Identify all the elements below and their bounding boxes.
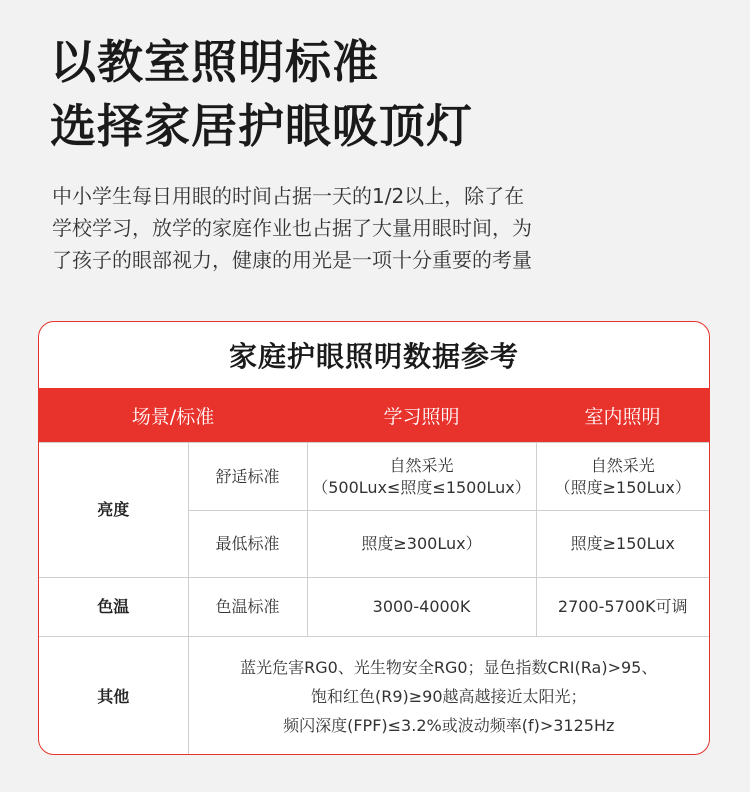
table-row: [39, 578, 709, 637]
headline-line-1: 以教室照明标准: [50, 35, 379, 89]
row-label-brightness: 亮度: [39, 443, 188, 578]
header-indoor: 室内照明: [536, 388, 709, 443]
headline: [50, 30, 473, 158]
color-temp-standard-label: 色温标准: [188, 578, 307, 637]
other-line-3: 频闪深度(FPF)≤3.2%或波动频率(f)>3125Hz: [283, 716, 615, 736]
comfort-indoor-line-1: 自然采光: [590, 455, 655, 475]
other-line-2: 饱和红色(R9)≥90越高越接近太阳光；: [310, 687, 587, 707]
intro-line-2: 学校学习，放学的家庭作业也占据了大量用眼时间，为: [52, 216, 532, 240]
lighting-reference-table: [39, 388, 709, 755]
other-requirements-cell: [188, 637, 709, 756]
table-row: [39, 443, 709, 511]
table-header-row: [39, 388, 709, 443]
row-label-color-temp: 色温: [39, 578, 188, 637]
comfort-study-cell: [307, 443, 536, 511]
comfort-study-line-1: 自然采光: [389, 455, 454, 475]
color-temp-indoor-cell: 2700-5700K可调: [536, 578, 709, 637]
comfort-indoor-line-2: （照度≥150Lux）: [554, 477, 691, 497]
header-scene: 场景/标准: [39, 388, 307, 443]
lighting-reference-card: [38, 321, 710, 755]
comfort-standard-label: 舒适标准: [188, 443, 307, 511]
intro-paragraph: [52, 180, 692, 276]
minimum-standard-label: 最低标准: [188, 511, 307, 578]
comfort-study-line-2: （500Lux≤照度≤1500Lux）: [312, 477, 531, 497]
intro-line-3: 了孩子的眼部视力，健康的用光是一项十分重要的考量: [52, 248, 532, 272]
intro-line-1: 中小学生每日用眼的时间占据一天的1/2以上，除了在: [52, 184, 525, 208]
other-line-1: 蓝光危害RG0、光生物安全RG0；显色指数CRI(Ra)>95、: [240, 658, 658, 678]
color-temp-study-cell: 3000-4000K: [307, 578, 536, 637]
comfort-indoor-cell: [536, 443, 709, 511]
card-title: 家庭护眼照明数据参考: [228, 340, 519, 373]
minimum-indoor-cell: 照度≥150Lux: [536, 511, 709, 578]
minimum-study-cell: 照度≥300Lux）: [307, 511, 536, 578]
row-label-other: 其他: [39, 637, 188, 756]
headline-line-2: 选择家居护眼吸顶灯: [50, 99, 473, 153]
header-study: 学习照明: [307, 388, 536, 443]
table-row: [39, 637, 709, 756]
